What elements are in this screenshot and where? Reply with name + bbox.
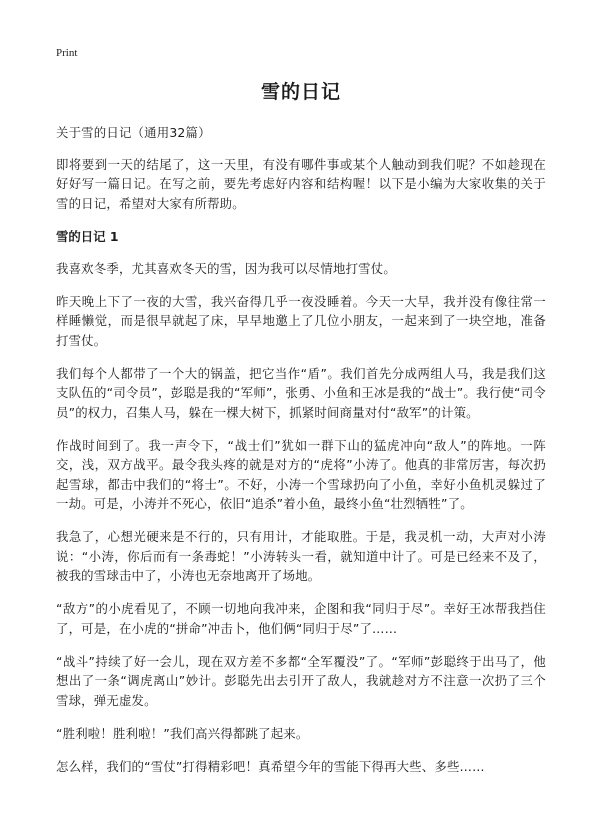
intro-paragraph: 即将要到一天的结尾了，这一天里，有没有哪件事或某个人触动到我们呢？不如趁现在好好写一篇日记。在写之前，要先考虑好内容和结构喔！以下是小编为大家收集的关于雪的日记，希望对大家有所帮助。 <box>56 156 546 211</box>
paragraph: 我们每个人都带了一个大的锅盖，把它当作“盾”。我们首先分成两组人马，我是我们这支队伍的“司令员”，彭聪是我的“军师”，张勇、小鱼和王冰是我的“战士”。我行使“司令员”的权力，召集人马，躲在一棵大树下，抓紧时间商量对付“敌军”的计策。 <box>56 365 546 420</box>
document-body <box>56 80 546 790</box>
paragraph: “战斗”持续了好一会儿，现在双方差不多都“全军覆没”了。“军师”彭聪终于出马了，他想出了一条“调虎离山”妙计。彭聪先出去引开了敌人，我就趁对方不注意一次扔了三个雪球，弹无虚发。 <box>56 653 546 708</box>
section-heading: 雪的日记 1 <box>56 228 119 244</box>
document-subtitle: 关于雪的日记（通用32篇） <box>56 125 211 140</box>
paragraph: 我喜欢冬季，尤其喜欢冬天的雪，因为我可以尽情地打雪仗。 <box>56 260 396 276</box>
paragraph: “敌方”的小虎看见了，不顾一切地向我冲来，企图和我“同归于尽”。幸好王冰帮我挡住了，可是，在小虎的“拼命”冲击卜，他们俩“同归于尽”了…… <box>56 601 546 636</box>
paragraph: “胜利啦！胜利啦！”我们高兴得都跳了起来。 <box>56 725 309 741</box>
page-title: 雪的日记 <box>260 81 341 103</box>
paragraph: 怎么样，我们的“雪仗”打得精彩吧！真希望今年的雪能下得再大些、多些…… <box>56 758 485 774</box>
paragraph: 昨天晚上下了一夜的大雪，我兴奋得几乎一夜没睡着。今天一大早，我并没有像往常一样睡懒觉，而是很早就起了床，早早地邀上了几位小朋友，一起来到了一块空地，准备打雪仗。 <box>56 293 546 348</box>
print-link[interactable]: Print <box>56 47 78 59</box>
paragraph: 作战时间到了。我一声令下，“战士们”犹如一群下山的猛虎冲向“敌人”的阵地。一阵交，浅，双方战平。最令我头疼的就是对方的“虎将”小涛了。他真的非常厉害，每次扔起雪球，都击中我们的“将士”。不好，小涛一个雪球扔向了小鱼，幸好小鱼机灵躲过了一劫。可是，小涛并不死心，依旧“追杀”着小鱼，最终小鱼“壮烈牺牲”了。 <box>56 437 546 511</box>
paragraph: 我急了，心想光硬来是不行的，只有用计，才能取胜。于是，我灵机一动，大声对小涛说：“小涛，你后而有一条毒蛇！”小涛转头一看，就知道中计了。可是已经来不及了，被我的雪球击中了，小涛也无奈地离开了场地。 <box>56 529 546 583</box>
